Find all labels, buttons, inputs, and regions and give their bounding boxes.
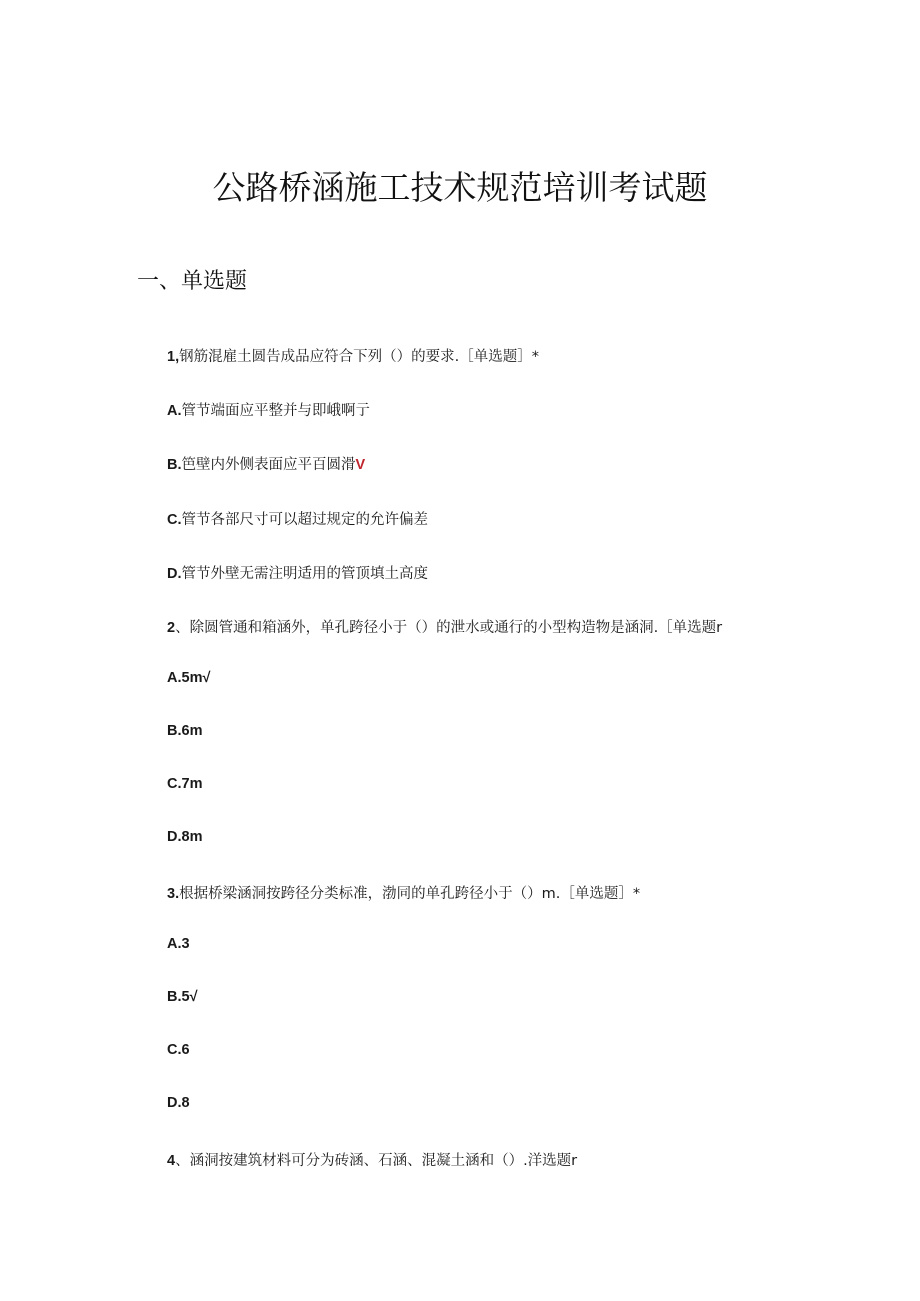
question-4-stem — [167, 1149, 577, 1170]
question-1-option-c[interactable] — [167, 508, 428, 529]
question-text: 、涵洞按建筑材料可分为砖涵、石涵、混凝土涵和（）.洋选题r — [175, 1153, 578, 1169]
question-2-option-c[interactable] — [167, 776, 202, 792]
question-3-option-b[interactable] — [167, 989, 198, 1005]
option-text: 管节各部尺寸可以超过规定的允许偏差 — [181, 512, 428, 528]
question-1-option-d[interactable] — [167, 562, 428, 583]
question-text: 钢筋混雇土圆告成品应符合下列（）的要求.［单选题］* — [179, 349, 539, 365]
option-letter: D. — [167, 566, 182, 582]
question-2-option-d[interactable] — [167, 829, 202, 845]
option-text: 5m√ — [181, 670, 211, 686]
question-number: 4 — [167, 1153, 176, 1169]
option-letter: C. — [167, 1042, 182, 1058]
question-number: 2 — [167, 620, 176, 636]
option-letter: B. — [167, 457, 182, 473]
correct-answer-mark: V — [355, 457, 366, 473]
option-text: 管节外壁无需注明适用的管顶填土高度 — [181, 566, 428, 582]
document-title: 公路桥涵施工技术规范培训考试题 — [212, 168, 708, 207]
question-3-stem — [167, 882, 640, 903]
option-text: 笆壁内外侧表面应平百圆滑 — [181, 457, 356, 473]
question-1-stem — [167, 345, 539, 366]
option-letter: A. — [167, 670, 182, 686]
option-text: 8 — [181, 1095, 190, 1111]
question-2-stem — [167, 616, 722, 637]
question-1-option-a[interactable] — [167, 399, 370, 420]
section-heading: 一、单选题 — [137, 269, 248, 294]
question-number: 1, — [167, 349, 180, 365]
question-1-option-b[interactable] — [167, 453, 365, 474]
option-text: 8m — [181, 829, 203, 845]
question-text: 、除圆管通和箱涵外，单孔跨径小于（）的泄水或通行的小型构造物是涵洞.［单选题r — [175, 620, 723, 636]
option-letter: C. — [167, 776, 182, 792]
option-letter: B. — [167, 723, 182, 739]
option-text: 5√ — [181, 989, 198, 1005]
option-text: 6 — [181, 1042, 190, 1058]
option-letter: C. — [167, 512, 182, 528]
question-3-option-c[interactable] — [167, 1042, 190, 1058]
option-text: 管节端面应平整并与即峨啊亍 — [181, 403, 370, 419]
option-letter: A. — [167, 403, 182, 419]
question-text: 根据桥梁涵洞按跨径分类标准，渤同的单孔跨径小于（）m.［单选题］* — [179, 886, 641, 902]
option-letter: D. — [167, 829, 182, 845]
question-2-option-b[interactable] — [167, 723, 202, 739]
option-letter: D. — [167, 1095, 182, 1111]
option-text: 7m — [181, 776, 203, 792]
question-number: 3. — [167, 886, 180, 902]
option-letter: B. — [167, 989, 182, 1005]
option-text: 6m — [181, 723, 203, 739]
question-3-option-a[interactable] — [167, 936, 190, 952]
question-3-option-d[interactable] — [167, 1095, 190, 1111]
option-letter: A. — [167, 936, 182, 952]
option-text: 3 — [181, 936, 190, 952]
question-2-option-a[interactable] — [167, 670, 210, 686]
